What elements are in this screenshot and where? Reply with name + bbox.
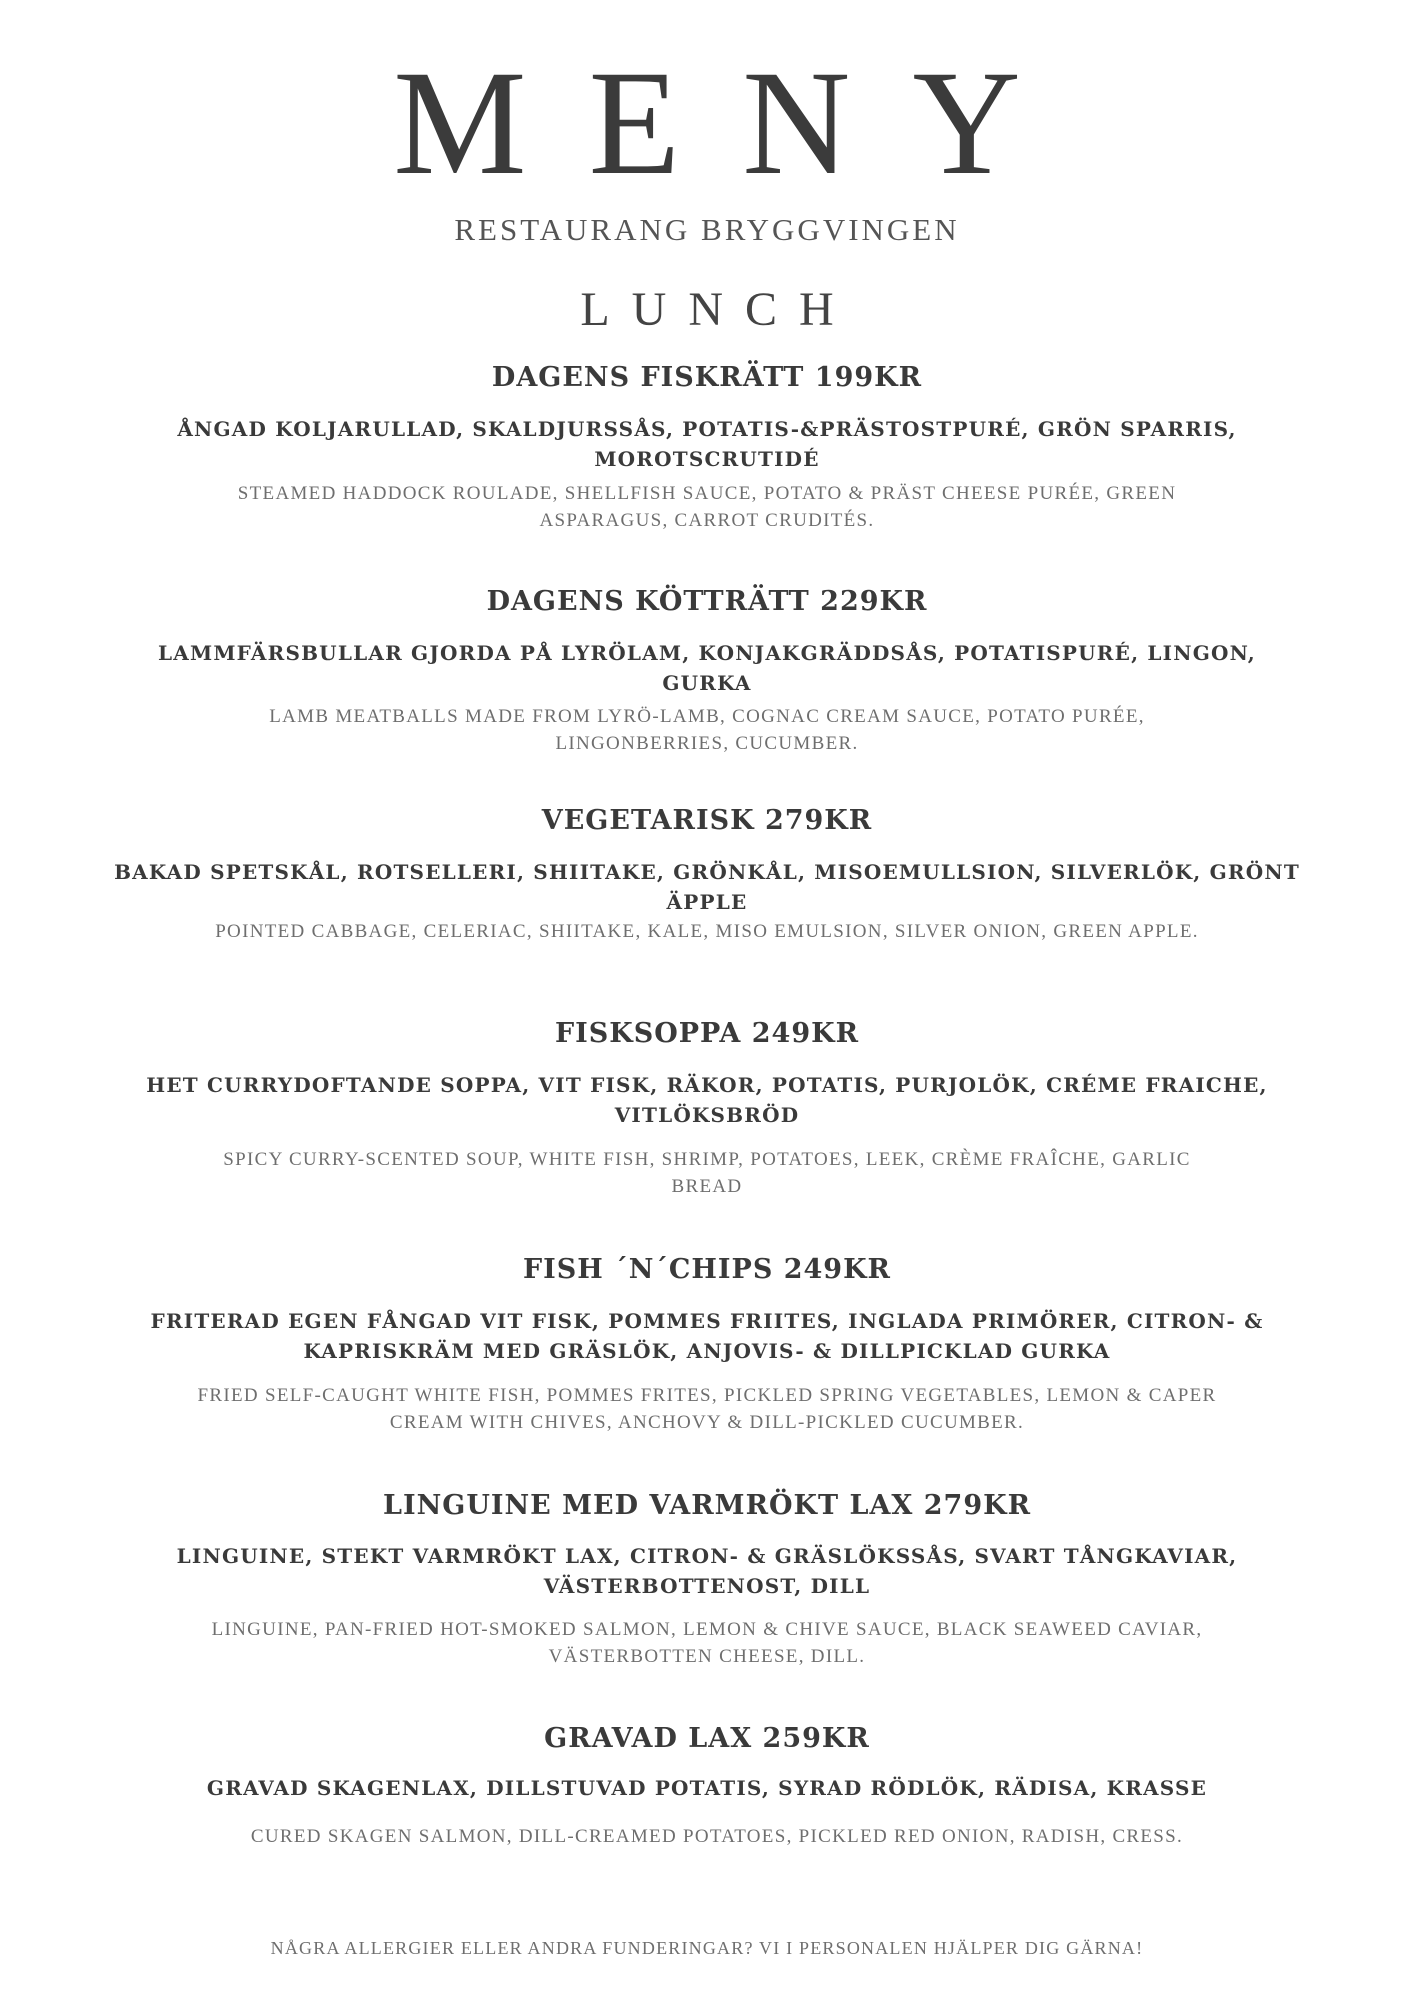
dish-description-swedish: GURKA — [662, 671, 752, 695]
dish-description-swedish: BAKAD SPETSKÅL, ROTSELLERI, SHIITAKE, GRÖNKÅL, MISOEMULLSION, SILVERLÖK, GRÖNT — [114, 860, 1300, 884]
dish-description-swedish: HET CURRYDOFTANDE SOPPA, VIT FISK, RÄKOR, POTATIS, PURJOLÖK, CRÉME FRAICHE, — [146, 1073, 1268, 1097]
dish-description-english: ASPARAGUS, CARROT CRUDITÉS. — [539, 510, 875, 531]
page-title: MENY — [393, 40, 1083, 206]
dish-title: FISKSOPPA 249KR — [554, 1018, 860, 1049]
dish-description-swedish: KAPRISKRÄM MED GRÄSLÖK, ANJOVIS- & DILLPICKLAD GURKA — [303, 1339, 1111, 1363]
dish-title: DAGENS FISKRÄTT 199KR — [491, 362, 923, 393]
dish-description-swedish: GRAVAD SKAGENLAX, DILLSTUVAD POTATIS, SYRAD RÖDLÖK, RÄDISA, KRASSE — [206, 1776, 1208, 1800]
dish-description-english: BREAD — [671, 1176, 743, 1197]
dish-title: FISH ´N´CHIPS 249KR — [523, 1254, 891, 1285]
dish-description-english: VÄSTERBOTTEN CHEESE, DILL. — [548, 1646, 866, 1667]
dish-title: GRAVAD LAX 259KR — [544, 1723, 870, 1754]
dish-description-swedish: ÄPPLE — [666, 890, 748, 914]
dish-title: LINGUINE MED VARMRÖKT LAX 279KR — [382, 1490, 1032, 1521]
dish-description-swedish: LINGUINE, STEKT VARMRÖKT LAX, CITRON- & GRÄSLÖKSSÅS, SVART TÅNGKAVIAR, — [176, 1544, 1238, 1568]
restaurant-name: RESTAURANG BRYGGVINGEN — [454, 212, 960, 247]
dish-description-english: LINGUINE, PAN-FRIED HOT-SMOKED SALMON, LEMON & CHIVE SAUCE, BLACK SEAWEED CAVIAR, — [211, 1619, 1203, 1640]
dish-description-swedish: VÄSTERBOTTENOST, DILL — [543, 1574, 871, 1598]
dish-description-swedish: ÅNGAD KOLJARULLAD, SKALDJURSSÅS, POTATIS-&PRÄSTOSTPURÉ, GRÖN SPARRIS, — [177, 417, 1237, 441]
dish-title: DAGENS KÖTTRÄTT 229KR — [486, 586, 928, 617]
dish-description-swedish: LAMMFÄRSBULLAR GJORDA PÅ LYRÖLAM, KONJAKGRÄDDSÅS, POTATISPURÉ, LINGON, — [158, 641, 1256, 665]
dish-description-english: CREAM WITH CHIVES, ANCHOVY & DILL-PICKLED CUCUMBER. — [389, 1412, 1025, 1433]
footer-note: NÅGRA ALLERGIER ELLER ANDRA FUNDERINGAR? VI I PERSONALEN HJÄLPER DIG GÄRNA! — [270, 1938, 1144, 1958]
dish-description-english: SPICY CURRY-SCENTED SOUP, WHITE FISH, SHRIMP, POTATOES, LEEK, CRÈME FRAÎCHE, GARLIC — [223, 1149, 1191, 1170]
dish-description-swedish: VITLÖKSBRÖD — [614, 1103, 800, 1127]
section-heading-lunch: LUNCH — [580, 283, 856, 336]
dish-description-swedish: MOROTSCRUTIDÉ — [594, 447, 820, 471]
dish-description-english: STEAMED HADDOCK ROULADE, SHELLFISH SAUCE, POTATO & PRÄST CHEESE PURÉE, GREEN — [237, 483, 1177, 504]
dish-title: VEGETARISK 279KR — [541, 805, 873, 836]
dish-description-english: FRIED SELF-CAUGHT WHITE FISH, POMMES FRITES, PICKLED SPRING VEGETABLES, LEMON & CAPER — [197, 1385, 1217, 1406]
dish-description-english: CURED SKAGEN SALMON, DILL-CREAMED POTATOES, PICKLED RED ONION, RADISH, CRESS. — [250, 1826, 1184, 1847]
dish-description-english: LAMB MEATBALLS MADE FROM LYRÖ-LAMB, COGNAC CREAM SAUCE, POTATO PURÉE, — [269, 706, 1145, 727]
dish-description-swedish: FRITERAD EGEN FÅNGAD VIT FISK, POMMES FRIITES, INGLADA PRIMÖRER, CITRON- & — [150, 1309, 1264, 1333]
dish-description-english: LINGONBERRIES, CUCUMBER. — [555, 733, 859, 754]
dish-description-english: POINTED CABBAGE, CELERIAC, SHIITAKE, KALE, MISO EMULSION, SILVER ONION, GREEN APPLE. — [215, 921, 1199, 942]
